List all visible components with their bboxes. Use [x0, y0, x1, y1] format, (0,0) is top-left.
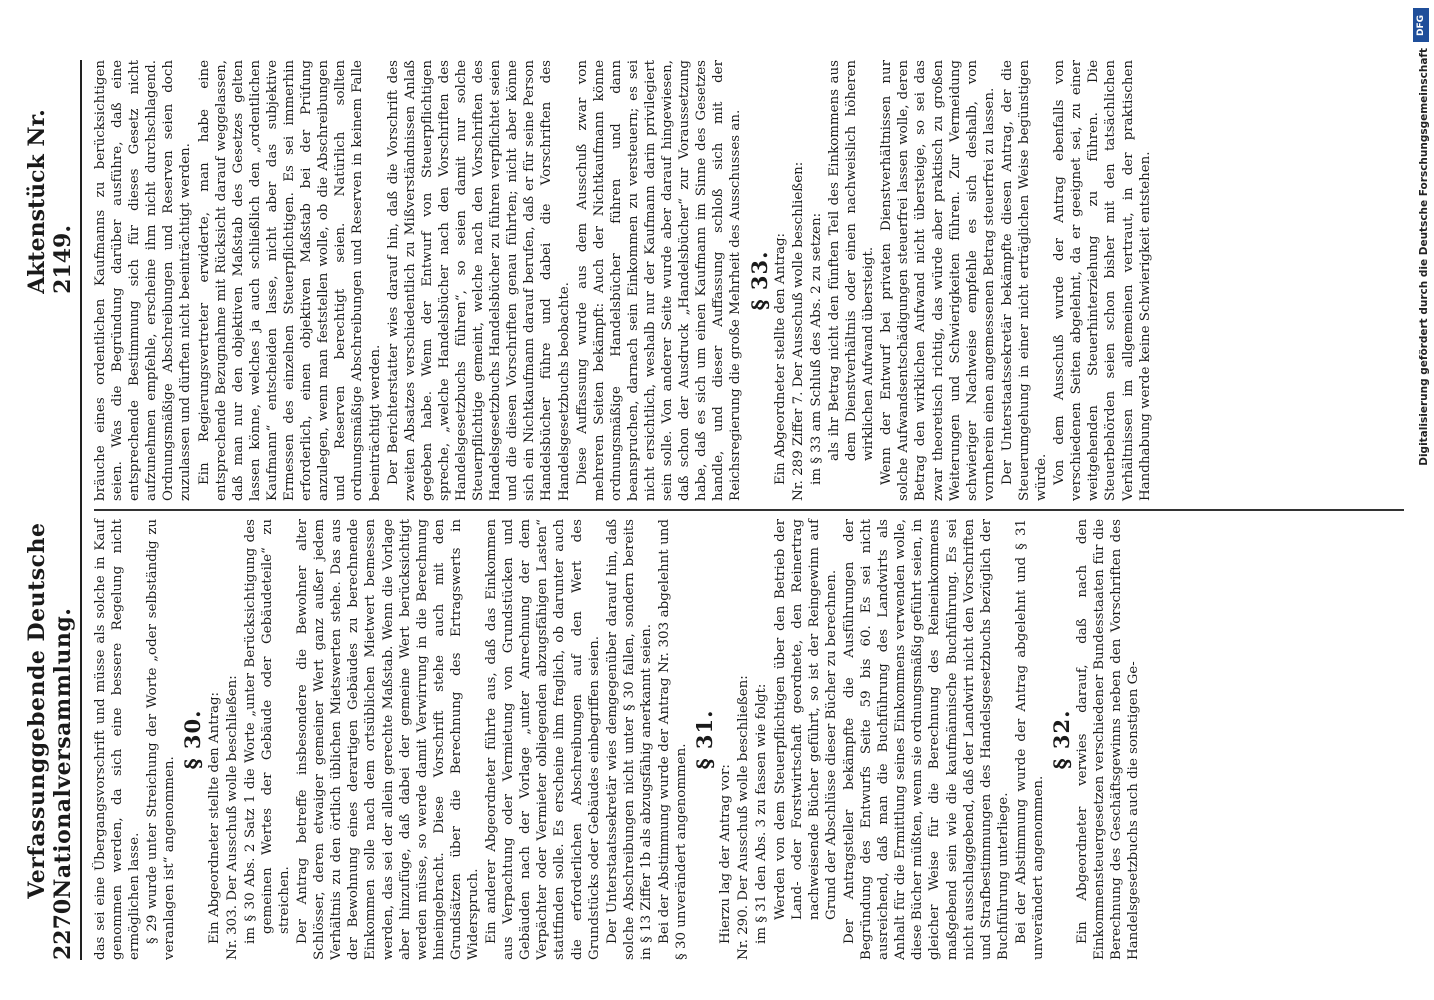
left-column: [92, 511, 1412, 960]
motion-text: im § 30 Abs. 2 Satz 1 die Worte „unter Berücksichtigung des gemeinen Wertes der Gebäude oder Gebäudeteile“ zu streichen.: [242, 519, 292, 944]
motion-text: im § 33 am Schluß des Abs. 2 zu setzen:: [808, 212, 824, 485]
right-column: [92, 60, 1412, 509]
text-columns: [92, 60, 1412, 960]
paragraph: Hierzu lag der Antrag vor:: [718, 764, 734, 944]
paragraph: Ein Abgeordneter stellte den Antrag:: [772, 232, 788, 485]
paragraph: Bei der Abstimmung wurde der Antrag abgelehnt und § 31 unverändert angenommen.: [1013, 519, 1046, 960]
paragraph: Bei der Abstimmung wurde der Antrag Nr. 303 abgelehnt und § 30 unverändert angenommen.: [657, 519, 690, 960]
section-heading-30: § 30.: [180, 709, 206, 770]
paragraph: bräuche eines ordentlichen Kaufmanns zu berücksichtigen seien. Was die Begründung darüber ausführe, daß eine entsprechende Bestimmung sich für dieses Gesetz nicht aufzunehmen empfehle, erscheine ihm nicht durchschlagend. Ordnungsmäßige Abschreibungen und Reserven seien doch zuzulassen und dürften nicht beeinträchtigt werden.: [93, 60, 194, 501]
section-heading-32: § 32.: [1049, 709, 1075, 770]
paragraph: Der Unterstaatssekretär wies demgegenüber darauf hin, daß solche Abschreibungen nicht unter § 30 fallen, sondern bereits in § 13 Ziffer 1b als abzugsfähig anerkannt seien.: [604, 519, 654, 960]
column-divider: [94, 509, 1404, 511]
paragraph: § 29 wurde unter Streichung der Worte „oder selbständig zu veranlagen ist“ angenommen.: [145, 519, 178, 960]
paragraph: Diese Auffassung wurde aus dem Ausschuß zwar von mehreren Seiten bekämpft: Auch der Nichtkaufmann könne ordnungsmäßige Handelsbücher führen und dann beanspruchen, darnach sein Einkommen zu versteuern; es sei nicht ersichtlich, weshalb nur der Kaufmann darin privilegiert sein solle. Von anderer Seite wurde aber darauf hingewiesen, daß schon der Ausdruck „Handelsbücher“ zur Voraussetzung habe, daß es sich um einen Kaufmann im Sinne des Gesetzes handle, und dieser Auffassung schloß sich mit der Reichsregierung die große Mehrheit des Ausschusses an.: [574, 60, 744, 501]
motion-number: Nr. 303. Der Ausschuß wolle beschließen:: [224, 675, 240, 960]
paragraph: Der Antragsteller bekämpfte die Ausführungen der Begründung des Entwurfs Seite 59 bis 60. Es sei nicht ausreichend, daß man die Buchführung des Landwirts als Anhalt für die Ermittlung seines Einkommens verwenden wolle, diese Bücher müßten, wenn sie ordnungsmäßig geführt seien, in gleicher Weise für die Berechnung des Reineinkommens maßgebend sein wie die kaufmännische Buchführung. Es sei nicht ausschlaggebend, daß der Landwirt nicht den Vorschriften und Strafbestimmungen des Handelsgesetzbuchs bezüglich der Buchführung unterliege.: [841, 519, 1011, 960]
digitization-note: Digitalisierung gefördert durch die Deutsche Forschungsgemeinschaft: [1418, 48, 1430, 466]
digitization-sidebar: [1404, 0, 1434, 1000]
running-title: Verfassunggebende Deutsche Nationalversammlung.: [24, 522, 76, 899]
paragraph: Ein Regierungsvertreter erwiderte, man habe eine entsprechende Bezugnahme mit Rücksicht darauf weggelassen, daß man nur den objektiven Maßstab des Gesetzes gelten lassen könne, welches ja auch schließlich den „ordentlichen Kaufmann“ entscheiden lasse, nicht aber das subjektive Ermessen des einzelnen Steuerpflichtigen. Es sei immerhin erforderlich, einen objektiven Maßstab bei der Prüfung anzulegen, wenn man feststellen wolle, ob die Abschreibungen und Reserven berechtigt seien. Natürlich sollten ordnungsmäßige Abschreibungen und Reserven in keinem Falle beeinträchtigt werden.: [196, 60, 383, 501]
document-page: [24, 60, 1420, 960]
document-number: Aktenstück Nr. 2149.: [24, 109, 76, 294]
page-number: 2270: [50, 898, 76, 960]
paragraph: Der Berichterstatter wies darauf hin, daß die Vorschrift des zweiten Absatzes verschiedentlich zu Mißverständnissen Anlaß gegeben habe. Wenn der Entwurf von Steuerpflichtigen spreche, „welche Handelsbücher nach den Vorschriften des Handelsgesetzbuchs führen“, so seien damit nur solche Steuerpflichtige gemeint, welche nach den Vorschriften des Handelsgesetzbuchs Handelsbücher zu führen verpflichtet seien und die diesen Vorschriften genau führten; nicht aber könne sich ein Nichtkaufmann darauf berufen, daß er für seine Person Handelsbücher führe und dabei die Vorschriften des Handelsgesetzbuchs beobachte.: [385, 60, 572, 501]
paragraph: Der Antrag betreffe insbesondere die Bewohner alter Schlösser, deren etwaiger gemeiner Wert ganz außer jedem Verhältnis zu den örtlich üblichen Mietswerten stehe. Das aus der Bewohnung eines derartigen Gebäudes zu berechnende Einkommen solle nach dem ortsüblichen Mietwert bemessen werden, das sei der allein gerechte Maßstab. Wenn die Vorlage aber hinzufüge, daß dabei der gemeine Wert berücksichtigt werden müsse, so werde damit Verwirrung in die Berechnung hineingebracht. Diese Vorschrift stehe auch mit den Grundsätzen über die Berechnung des Ertragswerts in Widerspruch.: [295, 519, 481, 960]
section-heading-31: § 31.: [692, 709, 718, 770]
motion-text: als ihr Betrag nicht den fünften Teil des Einkommens aus dem Dienstverhältnis oder einen nachweislich höheren wirklichen Aufwand übersteigt.: [826, 60, 877, 461]
paragraph: Wenn der Entwurf bei privaten Dienstverhältnissen nur solche Aufwandsentschädigungen steuerfrei lassen wolle, deren Betrag den wirklichen Aufwand nicht übersteige, so sei das zwar theoretisch richtig, das würde aber praktisch zu großen Weiterungen und Schwierigkeiten führen. Zur Vermeidung schwieriger Nachweise empfehle es sich deshalb, von vornherein einen angemessenen Betrag steuerfrei zu lassen.: [879, 60, 997, 501]
motion-number: Nr. 290. Der Ausschuß wolle beschließen:: [736, 675, 752, 960]
motion-number: Nr. 289 Ziffer 7. Der Ausschuß wolle beschließen:: [790, 161, 806, 501]
paragraph: Ein anderer Abgeordneter führte aus, daß das Einkommen aus Verpachtung oder Vermietung von Grundstücken und Gebäuden nach der Vorlage „unter Anrechnung der dem Verpächter oder Vermieter obliegenden abzugsfähigen Lasten“ stattfinden solle. Es erscheine ihm fraglich, ob darunter auch die erforderlichen Abschreibungen auf den Wert des Grundstücks oder Gebäudes einbegriffen seien.: [484, 519, 602, 960]
motion-text: im § 31 den Abs. 3 zu fassen wie folgt:: [754, 683, 770, 944]
paragraph: Ein Abgeordneter verwies darauf, daß nach den Einkommensteuergesetzen verschiedener Bundesstaaten für die Berechnung des Geschäftsgewinns neben den Vorschriften des Handelsgesetzbuchs auch die sonstigen Ge-: [1075, 519, 1142, 960]
paragraph: Von dem Ausschuß wurde der Antrag ebenfalls von verschiedenen Seiten abgelehnt, da er geeignet sei, zu einer weitgehenden Steuerhinterziehung zu führen. Die Steuerbehörden seien schon bisher mit den tatsächlichen Verhältnissen im allgemeinen vertraut, in der praktischen Handhabung werde keine Schwierigkeit entstehen.: [1052, 60, 1153, 501]
section-heading-33: § 33.: [746, 250, 772, 311]
page-header: [24, 60, 82, 960]
paragraph: das sei eine Übergangsvorschrift und müsse als solche in Kauf genommen werden, da sich eine bessere Regelung nicht ermöglichen lasse.: [93, 519, 143, 960]
dfg-logo: DFG: [1413, 8, 1429, 42]
motion-text: Werden von dem Steuerpflichtigen über den Betrieb der Land- oder Forstwirtschaft geordnete, den Reinertrag nachweisende Bücher geführt, so ist der Reingewinn auf Grund der Abschlüsse dieser Bücher zu berechnen.: [772, 519, 839, 920]
paragraph: Der Unterstaatssekretär bekämpfte diesen Antrag, der die Steuerumgehung in einer nicht erträglichen Weise begünstigen würde.: [999, 60, 1050, 501]
paragraph: Ein Abgeordneter stellte den Antrag:: [206, 691, 222, 944]
